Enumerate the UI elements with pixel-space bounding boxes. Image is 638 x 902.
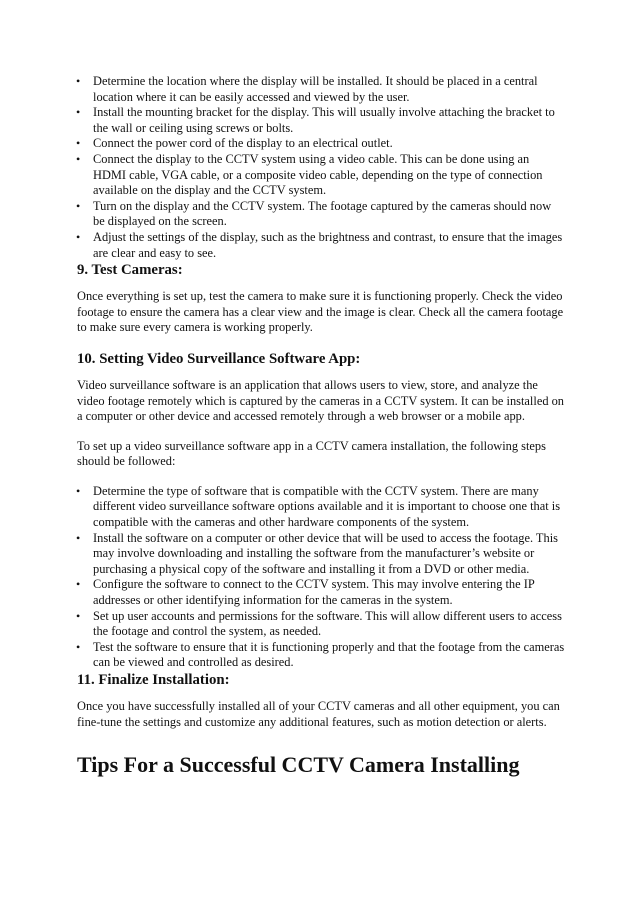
display-install-steps-list [77, 74, 565, 261]
software-setup-steps-list [77, 484, 565, 671]
section-body-surveillance-software: Video surveillance software is an application that allows users to view, store, and analyze the video footage remotely which is captured by the cameras in a CCTV system. It can be installed on a computer or other device and accessed remotely through a web browser or a mobile app. [77, 377, 564, 424]
section-heading-test-cameras: 9. Test Cameras: [77, 262, 183, 279]
list-item: • Connect the power cord of the display to an electrical outlet. [77, 136, 565, 152]
list-item: • Configure the software to connect to the CCTV system. This may involve entering the IP addresses or other identifying information for the cameras in the system. [77, 577, 565, 608]
list-item: • Determine the location where the display will be installed. It should be placed in a central location where it can be easily accessed and viewed by the user. [77, 74, 565, 105]
section-heading-finalize: 11. Finalize Installation: [77, 672, 230, 688]
list-item: • Connect the display to the CCTV system using a video cable. This can be done using an HDMI cable, VGA cable, or a composite video cable, depending on the type of connection available on the display and the CCTV system. [77, 152, 565, 199]
list-item: • Set up user accounts and permissions for the software. This will allow different users to access the footage and control the system, as needed. [77, 609, 565, 640]
list-item: • Determine the type of software that is compatible with the CCTV system. There are many different video surveillance software options available and it is important to choose one that is compatible with the cameras and other hardware components of the system. [77, 484, 565, 531]
section-body-test-cameras: Once everything is set up, test the camera to make sure it is functioning properly. Check the video footage to ensure the camera has a clear view and the image is clear. Check all the camera footage to make sure every camera is working properly. [77, 289, 564, 335]
list-item: • Turn on the display and the CCTV system. The footage captured by the cameras should now be displayed on the screen. [77, 199, 565, 230]
list-item: • Install the mounting bracket for the display. This will usually involve attaching the bracket to the wall or ceiling using screws or bolts. [77, 105, 565, 136]
tips-heading: Tips For a Successful CCTV Camera Installing [77, 752, 520, 778]
page-content [77, 74, 565, 778]
section-body-setup-intro: To set up a video surveillance software app in a CCTV camera installation, the following steps should be followed: [77, 438, 546, 469]
section-heading-surveillance-software: 10. Setting Video Surveillance Software App: [77, 350, 361, 367]
list-item: • Adjust the settings of the display, such as the brightness and contrast, to ensure that the images are clear and easy to see. [77, 230, 565, 261]
section-body-finalize: Once you have successfully installed all of your CCTV cameras and all other equipment, you can fine-tune the settings and customize any additional features, such as motion detection or alerts. [77, 699, 560, 729]
list-item: • Install the software on a computer or other device that will be used to access the footage. This may involve downloading and installing the software from the manufacturer’s website or purchasing a physical copy of the software and installing it from a DVD or other media. [77, 531, 565, 578]
list-item: • Test the software to ensure that it is functioning properly and that the footage from the cameras can be viewed and controlled as desired. [77, 640, 565, 671]
